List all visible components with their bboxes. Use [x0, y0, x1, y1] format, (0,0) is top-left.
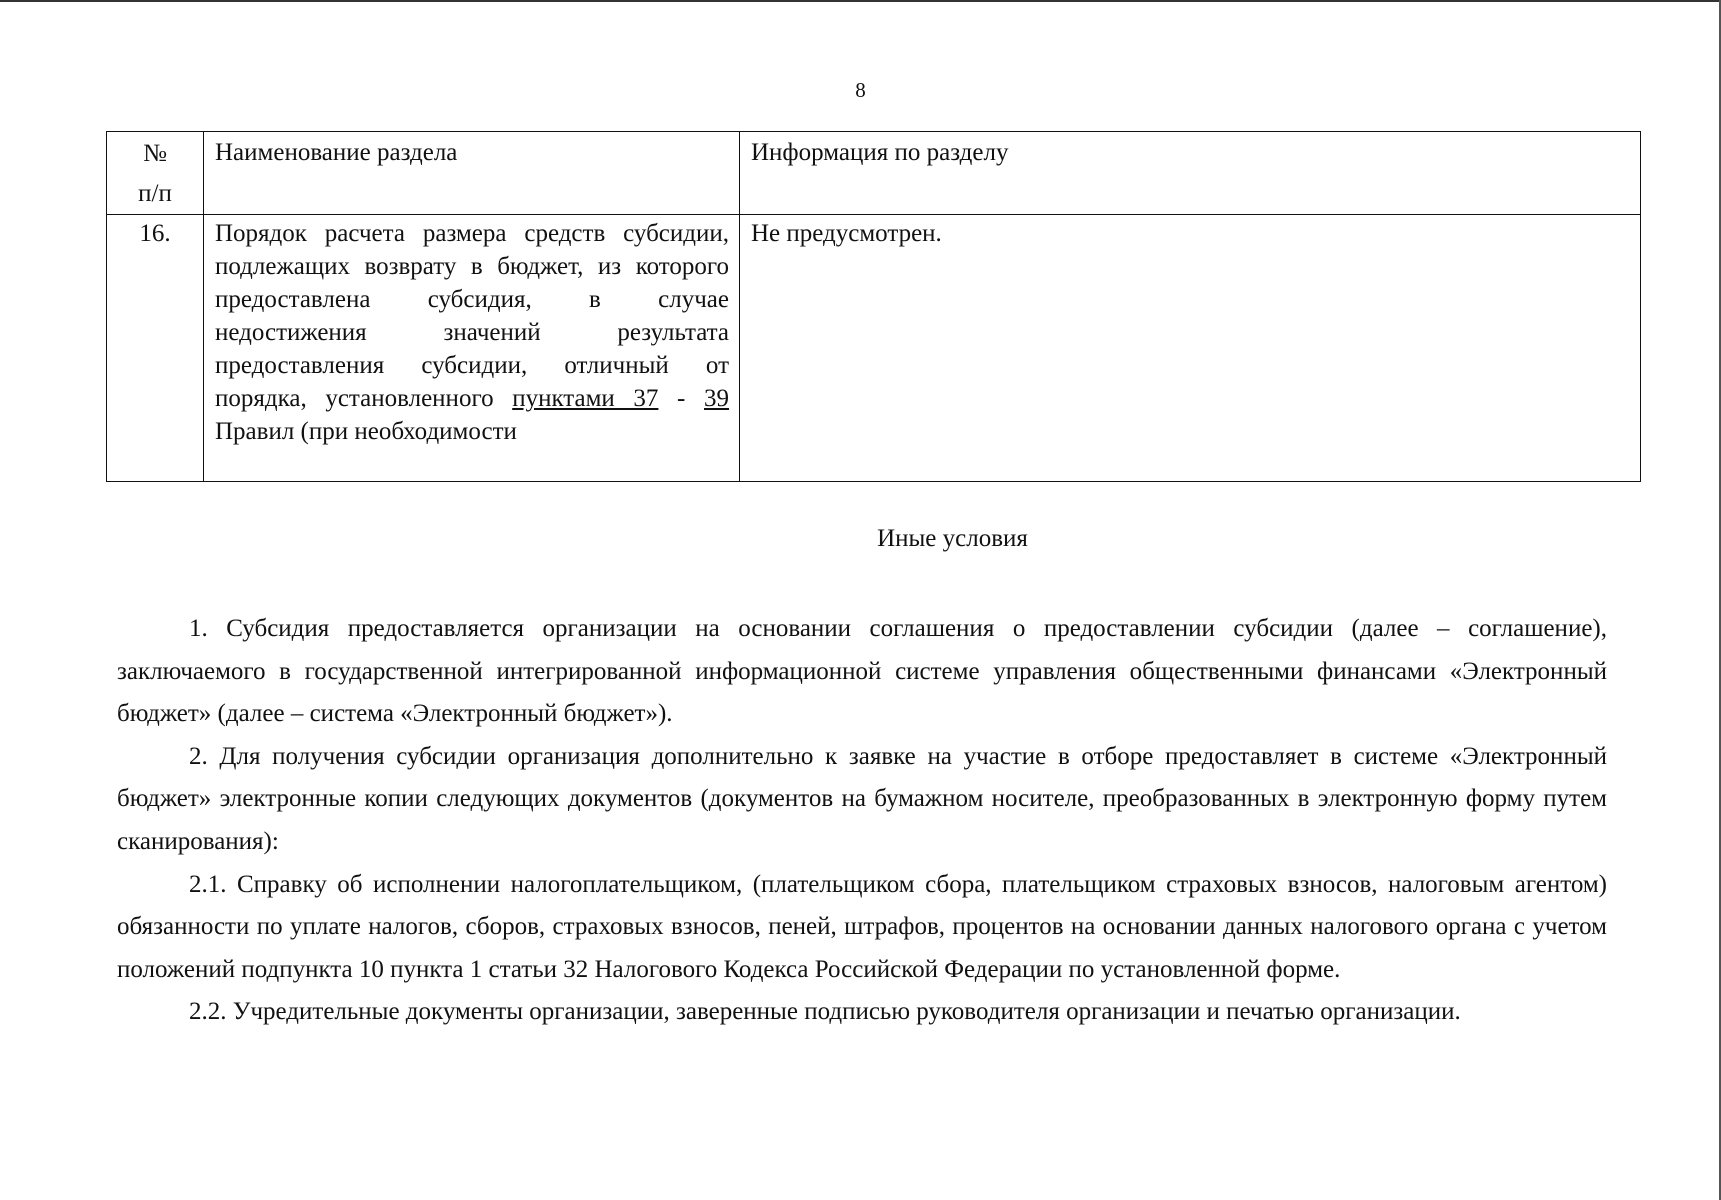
header-num-line1: № — [143, 140, 167, 167]
header-name-cell: Наименование раздела — [204, 132, 740, 215]
row-name-separator: - — [658, 385, 705, 412]
section-table — [106, 131, 1641, 482]
body-text — [117, 608, 1607, 1034]
rule-points-link[interactable]: пунктами 37 — [512, 385, 659, 412]
row-name-text: Порядок расчета размера средств субсидии, подлежащих возврату в бюджет, из которого предоставлена субсидия, в случае недостижения значений результата предоставления субсидии, отличный от порядка, установленного — [215, 220, 729, 412]
row-name-cell — [204, 215, 740, 482]
table-row — [107, 215, 1641, 482]
paragraph-2-1: 2.1. Справку об исполнении налогоплательщиком, (плательщиком сбора, плательщиком страховых взносов, налоговым агентом) обязанности по уплате налогов, сборов, страховых взносов, пеней, штрафов, процентов на основании данных налогового органа с учетом положений подпункта 10 пункта 1 статьи 32 Налогового Кодекса Российской Федерации по установленной форме. — [117, 870, 1607, 983]
section-title: Иные условия — [877, 525, 1028, 552]
page-number: 8 — [855, 78, 866, 102]
row-num-cell: 16. — [107, 215, 204, 482]
paragraph-2-2: 2.2. Учредительные документы организации, заверенные подписью руководителя организации и печатью организации. — [189, 998, 1461, 1026]
header-num-cell — [107, 132, 204, 215]
page-edge-top — [0, 0, 1721, 2]
rule-point-39-link[interactable]: 39 — [704, 385, 730, 412]
paragraph-1: 1. Субсидия предоставляется организации на основании соглашения о предоставлении субсидии (далее – соглашение), заключаемого в государственной интегрированной информационной системе управления общественными финансами «Электронный бюджет» (далее – система «Электронный бюджет»). — [117, 615, 1607, 728]
header-info-cell: Информация по разделу — [740, 132, 1641, 215]
table-header-row — [107, 132, 1641, 215]
header-num-line2: п/п — [138, 180, 172, 207]
paragraph-2: 2. Для получения субсидии организация дополнительно к заявке на участие в отборе предоставляет в системе «Электронный бюджет» электронные копии следующих документов (документов на бумажном носителе, преобразованных в электронную форму путем сканирования): — [117, 742, 1607, 855]
row-name-tail: Правил (при необходимости — [215, 418, 517, 445]
row-info-cell: Не предусмотрен. — [740, 215, 1641, 482]
